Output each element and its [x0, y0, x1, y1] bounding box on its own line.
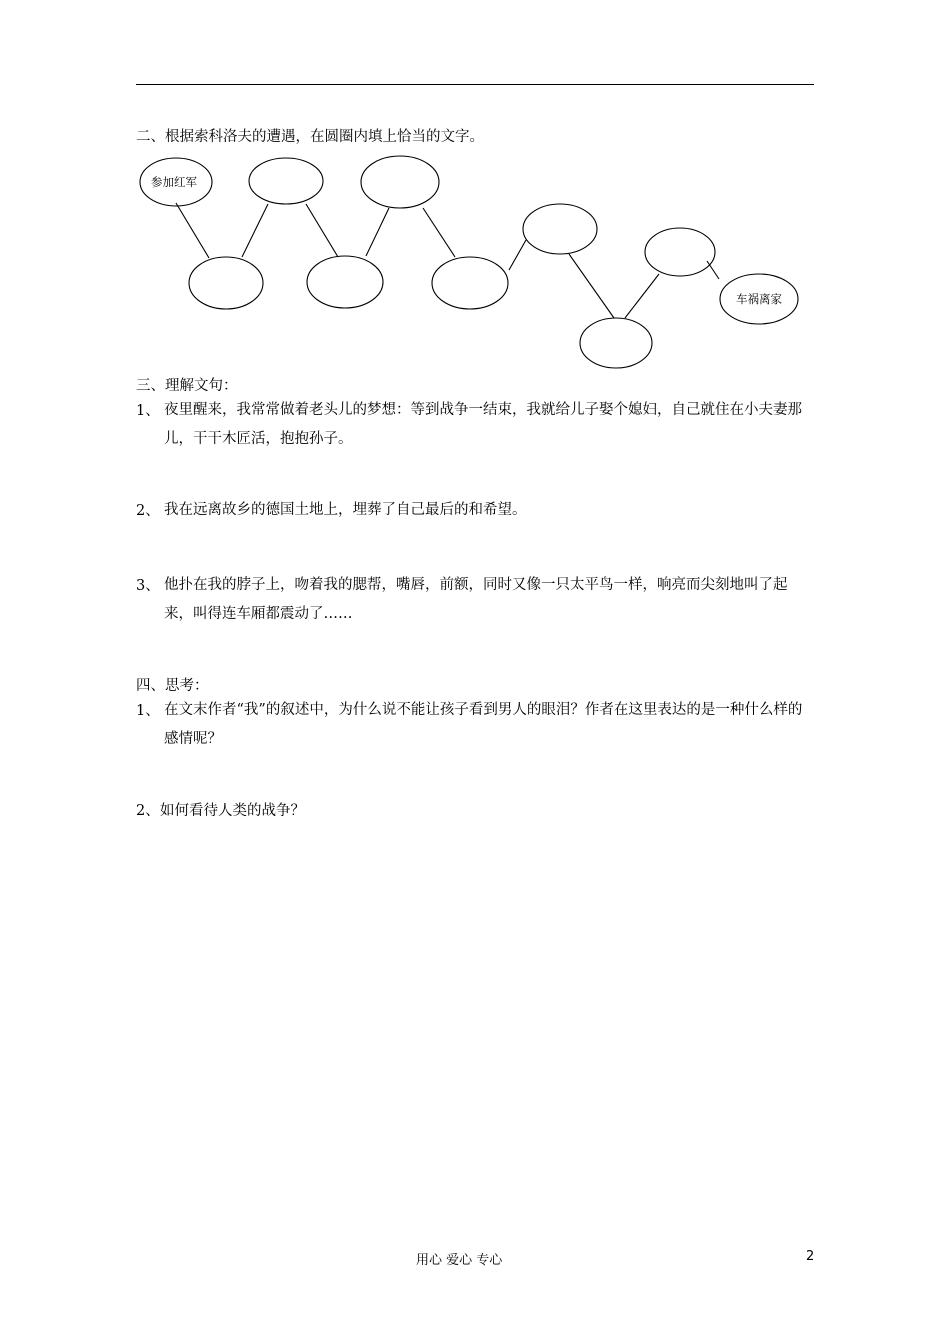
blank-circle[interactable] — [432, 257, 508, 309]
start-node-label: 参加红军 — [151, 175, 197, 189]
blank-circle[interactable] — [189, 257, 263, 309]
connector-line — [625, 274, 659, 318]
question-2: 如何看待人类的战争？ — [160, 803, 305, 819]
section-2-heading: 二、根据索科洛夫的遭遇，在圆圈内填上恰当的文字。 — [136, 129, 484, 145]
connector-line — [707, 261, 719, 279]
connector-line — [242, 204, 268, 257]
section-3-heading: 三、理解文句： — [136, 378, 238, 394]
item-number: 1、 — [136, 703, 160, 719]
sentence-2: 我在远离故乡的德国土地上，埋葬了自己最后的和希望。 — [164, 502, 527, 518]
item-number: 3、 — [136, 578, 160, 594]
question-2-number: 2、 — [136, 803, 160, 819]
section-4-heading: 四、思考： — [136, 678, 209, 694]
blank-circle[interactable] — [307, 256, 383, 308]
blank-circle[interactable] — [361, 156, 439, 208]
item-number: 1、 — [136, 403, 160, 419]
footer-motto: 用心 爱心 专心 — [416, 1253, 503, 1268]
blank-circle[interactable] — [645, 228, 715, 276]
question-1: 在文末作者“我”的叙述中，为什么说不能让孩子看到男人的眼泪？作者在这里表达的是一种什么样的感情呢？ — [164, 702, 803, 747]
connector-line — [509, 240, 526, 270]
connector-line — [176, 203, 209, 258]
blank-circle[interactable] — [249, 158, 323, 204]
item-number: 2、 — [136, 503, 160, 519]
end-node-label: 车祸离家 — [736, 292, 782, 306]
sentence-3: 他扑在我的脖子上，吻着我的腮帮，嘴唇，前额，同时又像一只太平鸟一样，响亮而尖刻地叫了起来，叫得连车厢都震动了…… — [164, 577, 788, 622]
page-number: 2 — [806, 1249, 815, 1264]
connector-line — [306, 204, 338, 257]
connector-line — [569, 254, 614, 318]
connector-line — [366, 208, 389, 256]
blank-circle[interactable] — [580, 318, 652, 368]
blank-circle[interactable] — [523, 204, 597, 254]
life-path-diagram — [0, 0, 950, 380]
sentence-1: 夜里醒来，我常常做着老头儿的梦想：等到战争一结束，我就给儿子娶个媳妇，自己就住在小夫妻那儿，干干木匠活，抱抱孙子。 — [164, 402, 802, 447]
connector-line — [423, 208, 455, 257]
